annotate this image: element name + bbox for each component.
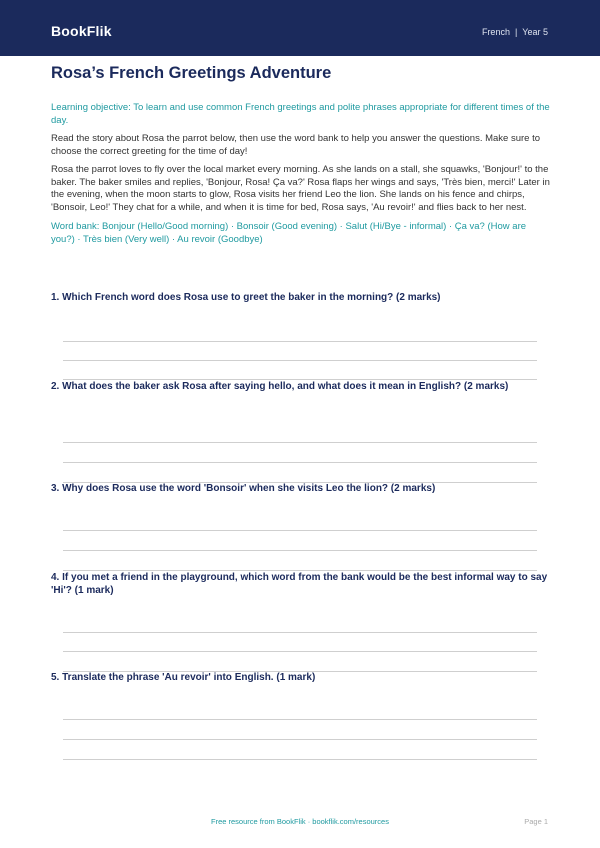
question-4: 4. If you met a friend in the playground, which word from the bank would be the best informal way to say 'Hi'? (1 mark) [51,572,548,596]
answer-line[interactable] [63,462,537,463]
worksheet-title: Rosa’s French Greetings Adventure [51,64,332,82]
instructions: Read the story about Rosa the parrot below, then use the word bank to help you answer the questions. Make sure to choose the correct greeting for the time of day! [51,133,541,157]
page-number: Page 1 [524,817,548,826]
subject-label: French [481,27,510,37]
page-header [0,0,600,56]
question-3: 3. Why does Rosa use the word 'Bonsoir' when she visits Leo the lion? (2 marks) [51,483,436,494]
learning-objective: Learning objective: To learn and use common French greetings and polite phrases appropriate for different times of the day. [51,102,550,126]
story-text: Rosa the parrot loves to fly over the local market every morning. As she lands on a stall, she squawks, 'Bonjour!' to the baker. The baker smiles and replies, 'Bonjour, Rosa! Ça va?' Rosa flaps her wings and says, 'Très bien, merci!' Later in the evening, when the moon starts to glow, Rosa visits her friend Leo the lion. She lands on his fence and chirps, 'Bonsoir, Leo!' They chat for a while, and when it is time for bed, Rosa says, 'Au revoir!' and flies back to her nest. [51,164,550,213]
answer-line[interactable] [63,341,537,342]
answer-line[interactable] [63,360,537,361]
answer-line[interactable] [63,632,537,633]
year-label: Year 5 [522,27,548,37]
answer-line[interactable] [63,550,537,551]
answer-line[interactable] [63,530,537,531]
question-2: 2. What does the baker ask Rosa after saying hello, and what does it mean in English? (2 marks) [51,381,509,392]
question-1: 1. Which French word does Rosa use to greet the baker in the morning? (2 marks) [51,292,441,303]
word-bank: Word bank: Bonjour (Hello/Good morning) · Bonsoir (Good evening) · Salut (Hi/Bye - informal) · Ça va? (How are you?) · Très bien (Very well) · Au revoir (Goodbye) [51,221,527,245]
footer-credit: Free resource from BookFlik · bookflik.com/resources [211,817,389,826]
brand-logo: BookFlik [51,23,112,39]
question-5: 5. Translate the phrase 'Au revoir' into English. (1 mark) [51,672,316,683]
answer-line[interactable] [63,719,537,720]
meta-separator: | [514,27,518,37]
worksheet-intro [51,64,551,246]
answer-line[interactable] [63,651,537,652]
answer-line[interactable] [63,442,537,443]
answer-line[interactable] [63,759,537,760]
answer-line[interactable] [63,739,537,740]
header-meta [482,27,548,37]
